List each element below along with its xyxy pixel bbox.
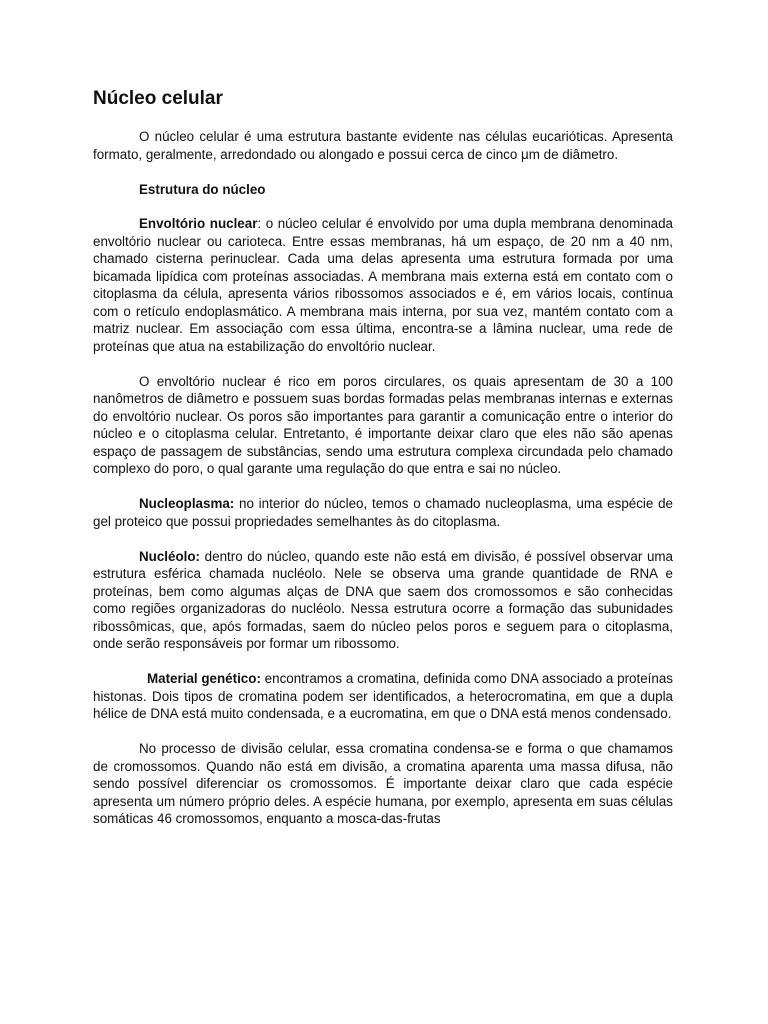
material-genetico-paragraph <box>93 670 673 723</box>
envoltorio-text: : o núcleo celular é envolvido por uma dupla membrana denominada envoltório nuclear ou carioteca. Entre essas membranas, há um espaço, de 20 nm a 40 nm, chamado cisterna perinuclear. Cada uma delas apresenta uma estrutura formada por uma bicamada lipídica com proteínas associadas. A membrana mais externa está em contato com o citoplasma da célula, apresenta vários ribossomos associados e é, em vários locais, contínua com o retículo endoplasmático. A membrana mais interna, por sua vez, mantém contato com a matriz nuclear. Em associação com essa última, encontra-se a lâmina nuclear, uma rede de proteínas que atua na estabilização do envoltório nuclear. <box>93 216 673 354</box>
envoltorio-paragraph <box>93 215 673 355</box>
section-heading: Estrutura do núcleo <box>139 181 266 197</box>
material-genetico-text: encontramos a cromatina, definida como DNA associado a proteínas histonas. Dois tipos de cromatina podem ser identificados, a heterocromatina, em que a dupla hélice de DNA está muito condensada, e a eucromatina, em que o DNA está menos condensado. <box>93 671 673 721</box>
material-genetico-lead: Material genético: <box>147 671 261 686</box>
nucleoplasma-lead: Nucleoplasma: <box>139 496 235 511</box>
document-title: Núcleo celular <box>93 88 223 109</box>
nucleolo-lead: Nucléolo: <box>139 548 201 564</box>
nucleolo-paragraph <box>93 548 673 653</box>
poros-paragraph: O envoltório nuclear é rico em poros circulares, os quais apresentam de 30 a 100 nanômetros de diâmetro e possuem suas bordas formadas pelas membranas internas e externas do envoltório nuclear. Os poros são importantes para garantir a comunicação entre o interior do núcleo e o citoplasma celular. Entretanto, é importante deixar claro que eles não são apenas espaço de passagem de substâncias, sendo uma estrutura complexa circundada pelo chamado complexo do poro, o qual garante uma regulação do que entra e sai no núcleo. <box>93 373 673 476</box>
envoltorio-lead: Envoltório nuclear <box>139 216 258 231</box>
document-page <box>93 86 673 845</box>
divisao-paragraph: No processo de divisão celular, essa cromatina condensa-se e forma o que chamamos de cromossomos. Quando não está em divisão, a cromatina aparenta uma massa difusa, não sendo possível diferenciar os cromossomos. É importante deixar claro que cada espécie apresenta um número próprio deles. A espécie humana, por exemplo, apresenta em suas células somáticas 46 cromossomos, enquanto a mosca-das-frutas <box>93 741 673 826</box>
nucleolo-text: dentro do núcleo, quando este não está em divisão, é possível observar uma estrutura esférica chamada nucléolo. Nele se observa uma grande quantidade de RNA e proteínas, bem como algumas alças de DNA que saem dos cromossomos e são conhecidas como regiões organizadoras do nucléolo. Nessa estrutura ocorre a formação das subunidades ribossômicas, que, após formadas, saem do núcleo pelos poros e seguem para o citoplasma, onde serão responsáveis por formar um ribossomo. <box>93 548 673 651</box>
nucleoplasma-text: no interior do núcleo, temos o chamado nucleoplasma, uma espécie de gel proteico que possui propriedades semelhantes às do citoplasma. <box>93 496 673 529</box>
intro-paragraph: O núcleo celular é uma estrutura bastante evidente nas células eucarióticas. Apresenta formato, geralmente, arredondado ou alongado e possui cerca de cinco μm de diâmetro. <box>93 129 673 162</box>
nucleoplasma-paragraph <box>93 495 673 530</box>
